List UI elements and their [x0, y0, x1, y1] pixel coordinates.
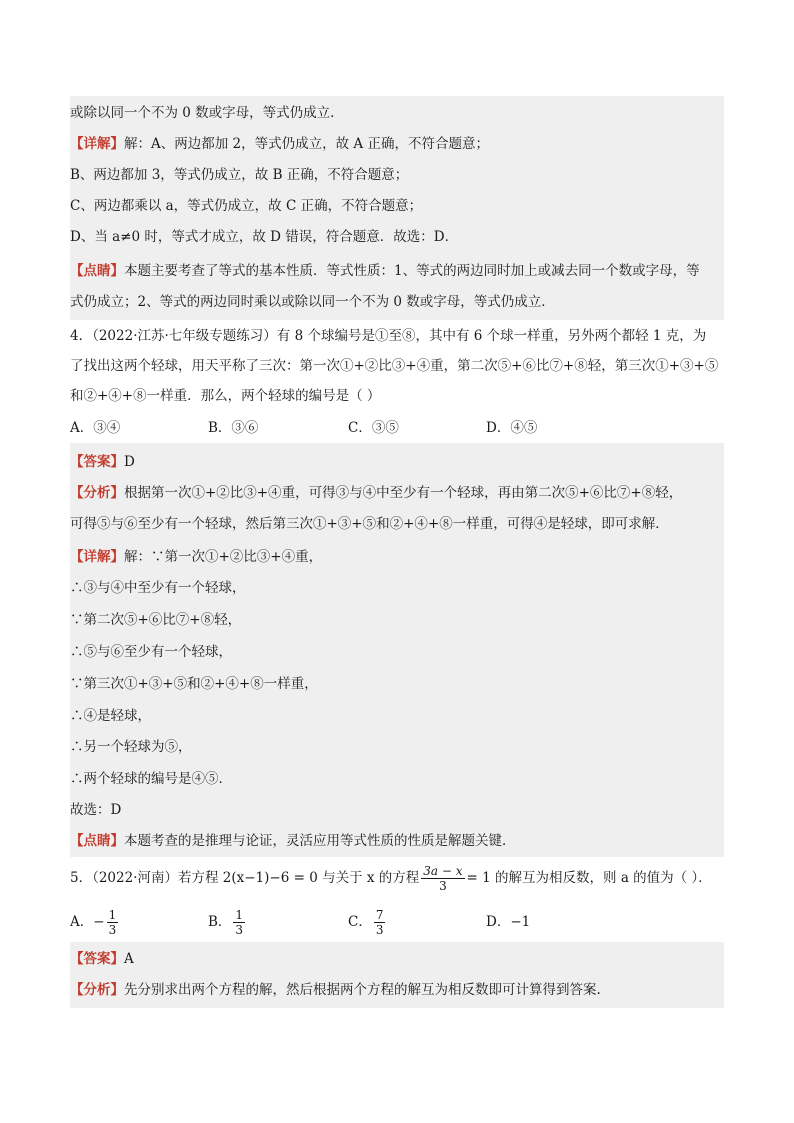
- q4-option-d: D．④⑤: [486, 420, 538, 436]
- analysis-tag: 【分析】: [70, 485, 124, 501]
- q4-analysis-1: 【分析】根据第一次①+②比③+④重，可得③与④中至少有一个轻球，再由第二次⑤+⑥比⑦+⑧轻，: [70, 485, 683, 501]
- q3-detail-d: D、当 a≠0 时，等式才成立，故 D 错误，符合题意．故选：D．: [70, 229, 459, 245]
- q4-analysis-2: 可得⑤与⑥至少有一个轻球，然后第三次①+③+⑤和②+④+⑧一样重，可得④是轻球，即可求解．: [70, 516, 669, 532]
- q4-step-6: ∴④是轻球，: [70, 708, 151, 724]
- q4-step-1: 【详解】解：∵第一次①+②比③+④重，: [70, 549, 323, 565]
- analysis-tag: 【分析】: [70, 982, 124, 998]
- q3-detail-b: B、两边都加 3，等式仍成立，故 B 正确，不符合题意；: [70, 167, 409, 183]
- q5-option-b: B． $\frac{1}{3}$: [208, 908, 244, 937]
- q4-option-a: A．③④: [70, 420, 121, 436]
- q5-analysis: 【分析】先分别求出两个方程的解，然后根据两个方程的解互为相反数即可计算得到答案.: [70, 982, 601, 998]
- q5-fraction: $\frac{3a - x}{3}$: [423, 864, 463, 893]
- q4-step-9: 故选：D: [70, 802, 122, 818]
- q4-step-4: ∴⑤与⑥至少有一个轻球，: [70, 644, 232, 660]
- q4-option-b: B．③⑥: [208, 420, 259, 436]
- q3-line: 或除以同一个不为 0 数或字母，等式仍成立．: [70, 105, 344, 121]
- q4-step-8: ∴两个轻球的编号是④⑤．: [70, 771, 232, 787]
- q4-comment: 【点睛】本题考查的是推理与论证，灵活应用等式性质的性质是解题关键．: [70, 833, 516, 849]
- q3-comment-1: 【点睛】本题主要考查了等式的基本性质．等式性质：1、等式的两边同时加上或减去同一个数或字母，等: [70, 263, 700, 279]
- answer-tag: 【答案】: [70, 951, 124, 967]
- q5-option-c: C． $\frac{7}{3}$: [348, 908, 384, 937]
- q5-option-d: D．−1: [486, 914, 531, 930]
- answer-tag: 【答案】: [70, 454, 124, 470]
- q4-answer: 【答案】D: [70, 454, 135, 470]
- q4-options: [70, 412, 724, 444]
- q5-option-a: A．− $\frac{1}{3}$: [70, 908, 117, 937]
- q4-stem-3: 和②+④+⑧一样重．那么，两个轻球的编号是（ ）: [70, 388, 381, 404]
- detail-tag: 【详解】: [70, 549, 124, 565]
- q4-option-c: C．③⑤: [348, 420, 399, 436]
- q3-detail-c: C、两边都乘以 a，等式仍成立，故 C 正确，不符合题意；: [70, 198, 423, 214]
- q4-step-3: ∵第二次⑤+⑥比⑦+⑧轻，: [70, 612, 242, 628]
- q4-step-7: ∴另一个轻球为⑤，: [70, 739, 192, 755]
- q5-options: [70, 902, 724, 942]
- comment-tag: 【点睛】: [70, 263, 124, 279]
- q4-step-5: ∵第三次①+③+⑤和②+④+⑧一样重，: [70, 676, 318, 692]
- q3-detail-a: 【详解】解：A、两边都加 2，等式仍成立，故 A 正确，不符合题意；: [70, 136, 489, 152]
- q4-stem-1: 4．（2022·江苏·七年级专题练习）有 8 个球编号是①至⑧，其中有 6 个球一样重，另外两个都轻 1 克，为: [70, 328, 707, 344]
- q4-step-2: ∴③与④中至少有一个轻球，: [70, 580, 246, 596]
- comment-tag: 【点睛】: [70, 833, 124, 849]
- q5-stem: 5．（2022·河南）若方程 2(x−1)−6 = 0 与关于 x 的方程 $\frac{3a - x}{3}$ = 1 的解互为相反数，则 a 的值为（ ）．: [70, 864, 712, 893]
- detail-tag: 【详解】: [70, 136, 124, 152]
- q4-stem-2: 了找出这两个轻球，用天平称了三次：第一次①+②比③+④重，第二次⑤+⑥比⑦+⑧轻，第三次①+③+⑤: [70, 358, 719, 374]
- q5-answer: 【答案】A: [70, 951, 134, 967]
- q3-comment-2: 式仍成立；2、等式的两边同时乘以或除以同一个不为 0 数或字母，等式仍成立．: [70, 294, 555, 310]
